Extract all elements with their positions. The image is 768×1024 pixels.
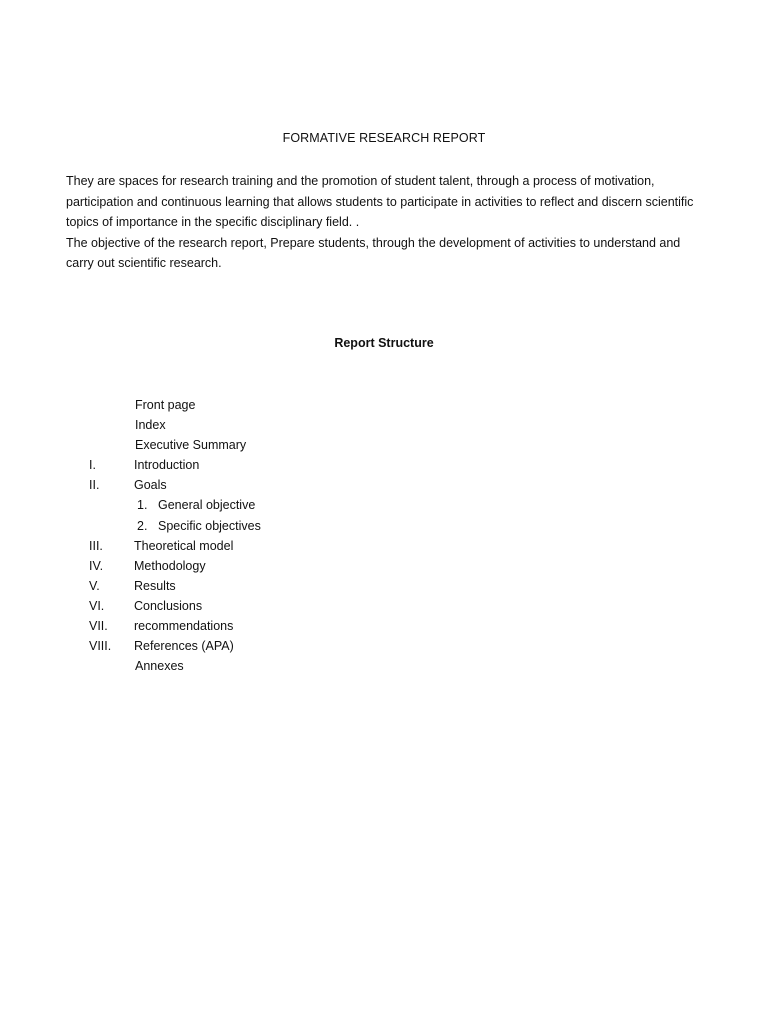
structure-item-label: Specific objectives [158, 518, 261, 533]
structure-item-number: I. [89, 458, 96, 473]
intro-paragraph: They are spaces for research training and the promotion of student talent, through a process of motivation, participation and continuous learning that allows students to participate in activities to reflect and discern scientific topics of importance in the specific disciplinary field. . [66, 174, 694, 229]
structure-item-label: Theoretical model [134, 538, 234, 553]
structure-item-label: Introduction [134, 458, 200, 473]
structure-item-label: Conclusions [134, 598, 203, 613]
structure-list [0, 395, 768, 676]
structure-heading: Report Structure [334, 336, 434, 350]
structure-item [0, 455, 768, 475]
structure-item [0, 616, 768, 636]
structure-item [0, 395, 768, 415]
structure-item [0, 495, 768, 515]
structure-item-label: Annexes [135, 659, 184, 674]
structure-item [0, 475, 768, 495]
structure-item-number: V. [89, 578, 100, 593]
structure-item-label: Results [134, 578, 176, 593]
structure-item-label: recommendations [134, 619, 234, 634]
document-title: FORMATIVE RESEARCH REPORT [282, 131, 486, 145]
structure-item [0, 516, 768, 536]
structure-item [0, 415, 768, 435]
structure-item-number: VIII. [89, 639, 112, 654]
structure-item [0, 656, 768, 676]
structure-item-number: VI. [89, 598, 105, 613]
structure-item [0, 435, 768, 455]
structure-item [0, 576, 768, 596]
structure-item-label: Executive Summary [135, 438, 247, 453]
structure-item-label: General objective [158, 498, 256, 513]
structure-item [0, 556, 768, 576]
structure-item-label: Index [135, 418, 166, 433]
structure-item-label: Goals [134, 478, 167, 493]
objective-paragraph: The objective of the research report, Prepare students, through the development of activities to understand and carry out scientific research. [66, 235, 681, 270]
structure-item-number: 1. [137, 498, 148, 513]
structure-item-number: II. [89, 478, 100, 493]
structure-item-number: IV. [89, 558, 104, 573]
structure-item [0, 636, 768, 656]
structure-item [0, 536, 768, 556]
structure-item-number: 2. [137, 518, 148, 533]
intro-text [66, 171, 706, 274]
structure-item-number: III. [89, 538, 103, 553]
structure-item [0, 596, 768, 616]
structure-item-number: VII. [89, 619, 108, 634]
structure-item-label: Methodology [134, 558, 206, 573]
structure-item-label: Front page [135, 398, 196, 412]
structure-item-label: References (APA) [134, 639, 234, 654]
